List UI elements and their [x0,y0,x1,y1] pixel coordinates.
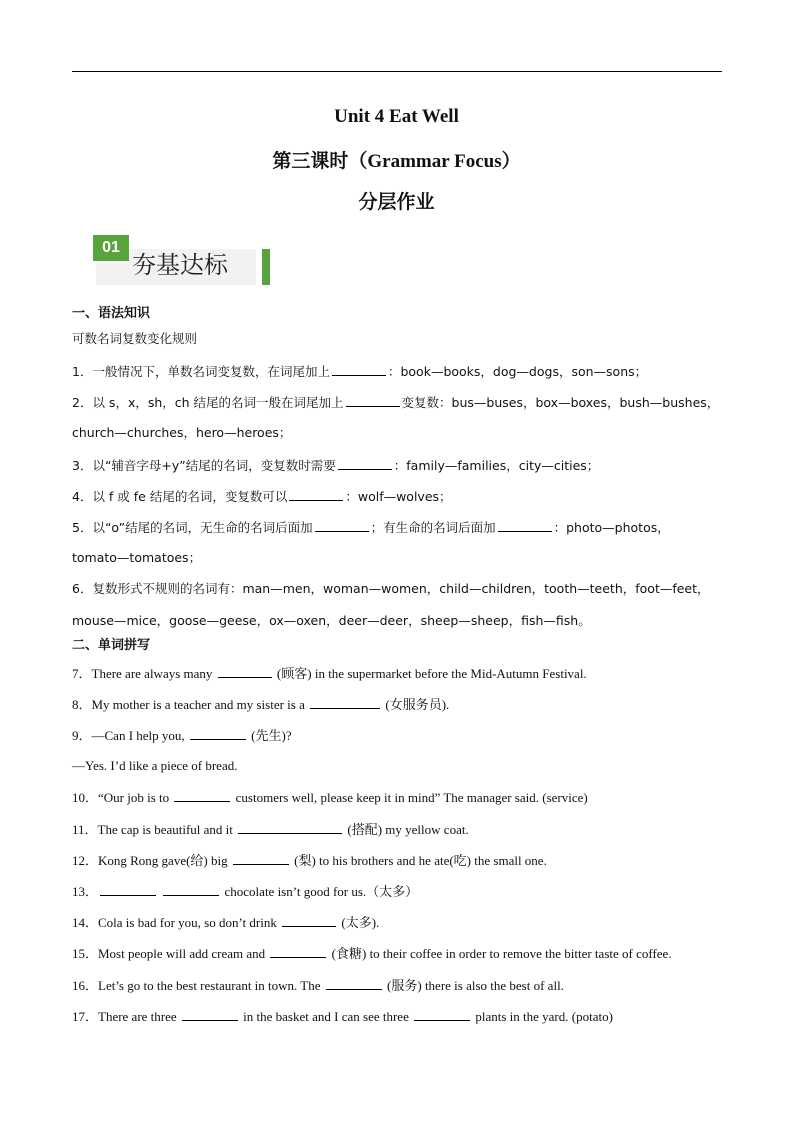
question-13 [72,883,418,900]
question-text: (搭配) my yellow coat. [347,822,469,837]
rule-6-cont: mouse—mice，goose—geese，ox—oxen，deer—deer，sheep—sheep，fish—fish。 [72,613,591,628]
question-text: (顾客) in the supermarket before the Mid-Autumn Festival. [276,666,587,681]
rule-6: 6．复数形式不规则的名词有：man—men，woman—women，child—children，tooth—teeth，foot—feet， [72,581,710,596]
question-text: (食糖) to their coffee in order to remove the bitter taste of coffee. [331,946,672,961]
question-text: (太多). [341,915,380,930]
question-text: 12．Kong Rong gave(给) big [72,853,228,868]
unit-title: Unit 4 Eat Well [334,106,459,127]
question-15 [72,945,672,962]
question-9 [72,727,292,744]
answer-blank[interactable] [270,945,326,958]
rule-3 [72,457,599,474]
rule-5-cont: tomato—tomatoes； [72,550,202,565]
question-text: 9．—Can I help you, [72,728,185,743]
question-12 [72,852,547,869]
question-text: 15．Most people will add cream and [72,946,266,961]
badge-accent-bar [262,249,270,285]
question-text: (服务) there is also the best of all. [387,978,564,993]
homework-title: 分层作业 [358,192,435,213]
answer-blank[interactable] [332,363,386,376]
question-text: 16．Let’s go to the best restaurant in town. The [72,978,321,993]
section-badge [88,233,273,289]
question-17 [72,1008,613,1025]
answer-blank[interactable] [315,519,369,532]
rule-2 [72,394,719,411]
section1-heading: 一、语法知识 [72,306,151,321]
question-11 [72,821,469,838]
badge-label: 夯基达标 [132,251,228,279]
question-text: chocolate isn’t good for us.（太多） [224,884,419,899]
answer-blank[interactable] [326,977,382,990]
question-14 [72,914,379,931]
question-text: 17．There are three [72,1009,177,1024]
question-text: customers well, please keep it in mind” The manager said. (service) [235,790,588,805]
rule-text: 5．以“o”结尾的名词，无生命的名词后面加 [72,520,313,535]
rule-text: ；有生命的名词后面加 [370,520,496,535]
answer-blank[interactable] [190,727,246,740]
section2-heading: 二、单词拼写 [72,638,151,653]
question-text: plants in the yard. (potato) [475,1009,613,1024]
question-text: in the basket and I can see three [243,1009,409,1024]
question-text: (先生)? [251,728,292,743]
rule-5 [72,519,670,536]
rule-text: ：family—families，city—cities； [393,458,600,473]
answer-blank[interactable] [233,852,289,865]
question-9-answer: —Yes. I’d like a piece of bread. [72,758,238,773]
answer-blank[interactable] [498,519,552,532]
badge-number: 01 [93,235,129,261]
rule-text: 1．一般情况下，单数名词变复数，在词尾加上 [72,364,330,379]
question-text: 7．There are always many [72,666,213,681]
rule-text: ：photo—photos， [553,520,670,535]
answer-blank[interactable] [346,394,400,407]
question-text: (梨) to his brothers and he ate(吃) the small one. [294,853,547,868]
answer-blank[interactable] [182,1008,238,1021]
answer-blank[interactable] [218,665,272,678]
rule-text: 4．以 f 或 fe 结尾的名词，变复数可以 [72,489,288,504]
answer-blank[interactable] [310,696,380,709]
rule-text: 3．以“辅音字母+y”结尾的名词，变复数时需要 [72,458,336,473]
answer-blank[interactable] [238,821,342,834]
rule-2-cont: church—churches，hero—heroes； [72,425,292,440]
question-text: 13． [72,884,99,899]
question-8 [72,696,449,713]
question-7 [72,665,587,682]
answer-blank[interactable] [163,883,219,896]
top-rule [72,71,722,72]
rule-text: ：book—books，dog—dogs，son—sons； [387,364,648,379]
answer-blank[interactable] [338,457,392,470]
section1-subheading: 可数名词复数变化规则 [72,331,198,346]
rule-text: 2．以 s，x，sh，ch 结尾的名词一般在词尾加上 [72,395,344,410]
answer-blank[interactable] [414,1008,470,1021]
rule-1 [72,363,647,380]
lesson-title: 第三课时（Grammar Focus） [272,151,521,172]
question-text: (女服务员). [385,697,450,712]
answer-blank[interactable] [289,488,343,501]
rule-4 [72,488,452,505]
question-text: 8．My mother is a teacher and my sister is a [72,697,305,712]
question-text: 11．The cap is beautiful and it [72,822,233,837]
question-text: 14．Cola is bad for you, so don’t drink [72,915,277,930]
question-text: 10．“Our job is to [72,790,170,805]
question-10 [72,789,588,806]
rule-text: 变复数：bus—buses，box—boxes，bush—bushes， [401,395,720,410]
question-16 [72,977,564,994]
answer-blank[interactable] [100,883,156,896]
answer-blank[interactable] [282,914,336,927]
rule-text: ：wolf—wolves； [345,489,452,504]
answer-blank[interactable] [174,789,230,802]
